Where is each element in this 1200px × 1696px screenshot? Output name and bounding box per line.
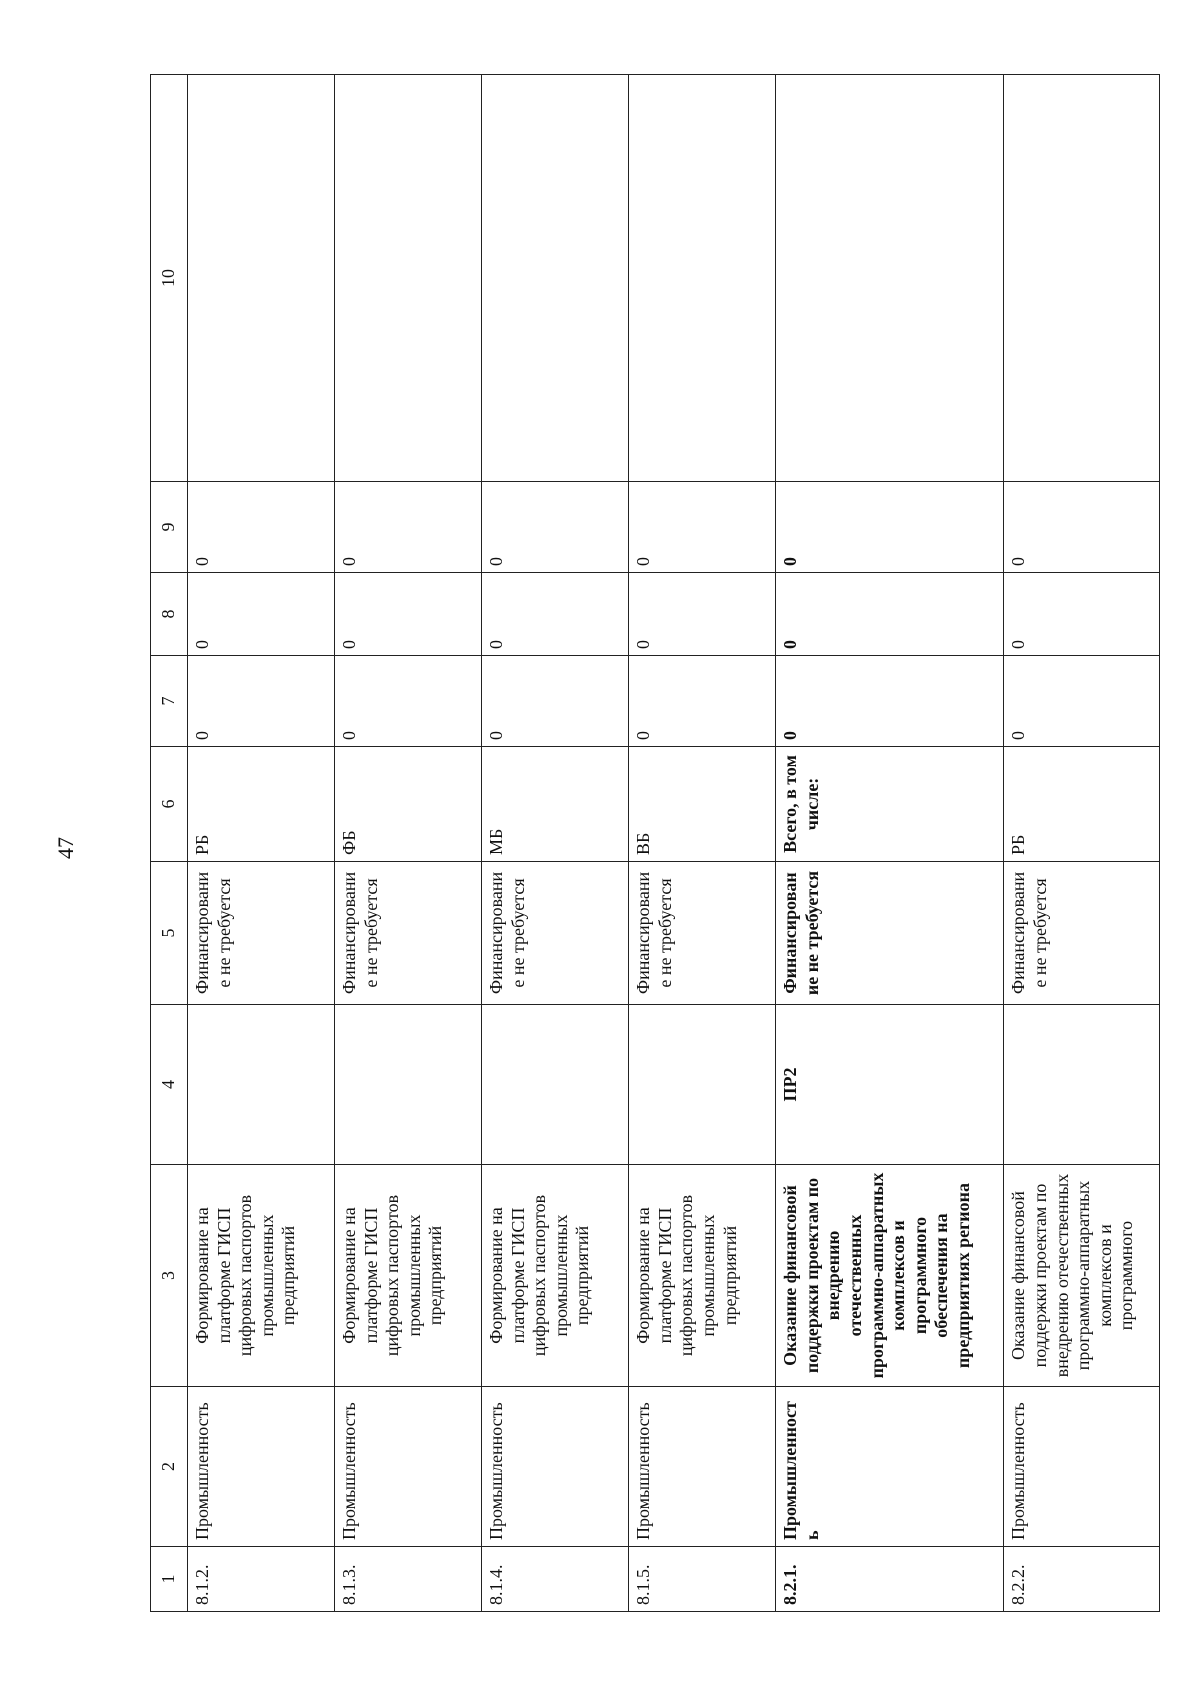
row-measure-name: Формирование на платформе ГИСП цифровых паспортов промышленных предприятий [629, 1165, 776, 1387]
row-sector: Промышленность [776, 1387, 1004, 1547]
row-source: РБ [1004, 747, 1160, 862]
row-value-10 [188, 75, 335, 482]
row-source: Всего, в том числе: [776, 747, 1004, 862]
header-col-7: 7 [151, 656, 188, 747]
row-value-7: 0 [776, 656, 1004, 747]
row-value-10 [335, 75, 482, 482]
row-value-9: 0 [188, 482, 335, 573]
row-measure-name: Формирование на платформе ГИСП цифровых паспортов промышленных предприятий [335, 1165, 482, 1387]
row-value-7: 0 [335, 656, 482, 747]
row-sector: Промышленность [629, 1387, 776, 1547]
row-measure-name: Оказание финансовой поддержки проектам по внедрению отечественных программно-аппаратных комплексов и программного [1004, 1165, 1160, 1387]
table-row [188, 75, 335, 1612]
row-source: РБ [188, 747, 335, 862]
row-code [629, 1005, 776, 1165]
row-value-7: 0 [482, 656, 629, 747]
row-measure-name: Оказание финансовой поддержки проектам по внедрению отечественных программно-аппаратных комплексов и программного обеспечения на предприятиях региона [776, 1165, 1004, 1387]
row-number: 8.1.5. [629, 1547, 776, 1612]
row-value-10 [482, 75, 629, 482]
table-row [629, 75, 776, 1612]
row-value-9: 0 [776, 482, 1004, 573]
page-number: 47 [53, 837, 78, 859]
row-value-9: 0 [335, 482, 482, 573]
header-col-6: 6 [151, 747, 188, 862]
row-source: ФБ [335, 747, 482, 862]
row-financing: Финансирование не требуется [188, 862, 335, 1005]
row-value-8: 0 [776, 573, 1004, 656]
header-col-4: 4 [151, 1005, 188, 1165]
row-value-7: 0 [629, 656, 776, 747]
header-col-2: 2 [151, 1387, 188, 1547]
row-code [335, 1005, 482, 1165]
row-financing: Финансирование не требуется [335, 862, 482, 1005]
row-value-8: 0 [482, 573, 629, 656]
row-measure-name: Формирование на платформе ГИСП цифровых паспортов промышленных предприятий [188, 1165, 335, 1387]
row-source: ВБ [629, 747, 776, 862]
row-number: 8.1.2. [188, 1547, 335, 1612]
header-row [151, 75, 188, 1612]
row-sector: Промышленность [335, 1387, 482, 1547]
row-value-8: 0 [1004, 573, 1160, 656]
header-col-10: 10 [151, 75, 188, 482]
row-number: 8.2.2. [1004, 1547, 1160, 1612]
row-value-9: 0 [629, 482, 776, 573]
row-number: 8.1.4. [482, 1547, 629, 1612]
row-value-10 [629, 75, 776, 482]
row-code: ПР2 [776, 1005, 1004, 1165]
row-value-8: 0 [335, 573, 482, 656]
header-col-3: 3 [151, 1165, 188, 1387]
row-financing: Финансирование не требуется [1004, 862, 1160, 1005]
row-value-9: 0 [1004, 482, 1160, 573]
table-row [776, 75, 1004, 1612]
row-value-10 [1004, 75, 1160, 482]
row-financing: Финансирование не требуется [629, 862, 776, 1005]
row-value-9: 0 [482, 482, 629, 573]
row-financing: Финансирование не требуется [482, 862, 629, 1005]
row-code [188, 1005, 335, 1165]
row-measure-name: Формирование на платформе ГИСП цифровых паспортов промышленных предприятий [482, 1165, 629, 1387]
row-value-10 [776, 75, 1004, 482]
plan-table [150, 74, 1160, 1612]
row-sector: Промышленность [1004, 1387, 1160, 1547]
table-row [482, 75, 629, 1612]
header-col-5: 5 [151, 862, 188, 1005]
row-sector: Промышленность [482, 1387, 629, 1547]
header-col-8: 8 [151, 573, 188, 656]
row-financing: Финансирование не требуется [776, 862, 1004, 1005]
row-sector: Промышленность [188, 1387, 335, 1547]
row-number: 8.1.3. [335, 1547, 482, 1612]
row-value-8: 0 [629, 573, 776, 656]
header-col-1: 1 [151, 1547, 188, 1612]
row-value-8: 0 [188, 573, 335, 656]
row-number: 8.2.1. [776, 1547, 1004, 1612]
header-col-9: 9 [151, 482, 188, 573]
row-code [482, 1005, 629, 1165]
rotated-table-wrapper [150, 75, 1160, 1612]
table-row [1004, 75, 1160, 1612]
row-source: МБ [482, 747, 629, 862]
row-code [1004, 1005, 1160, 1165]
row-value-7: 0 [1004, 656, 1160, 747]
table-row [335, 75, 482, 1612]
row-value-7: 0 [188, 656, 335, 747]
